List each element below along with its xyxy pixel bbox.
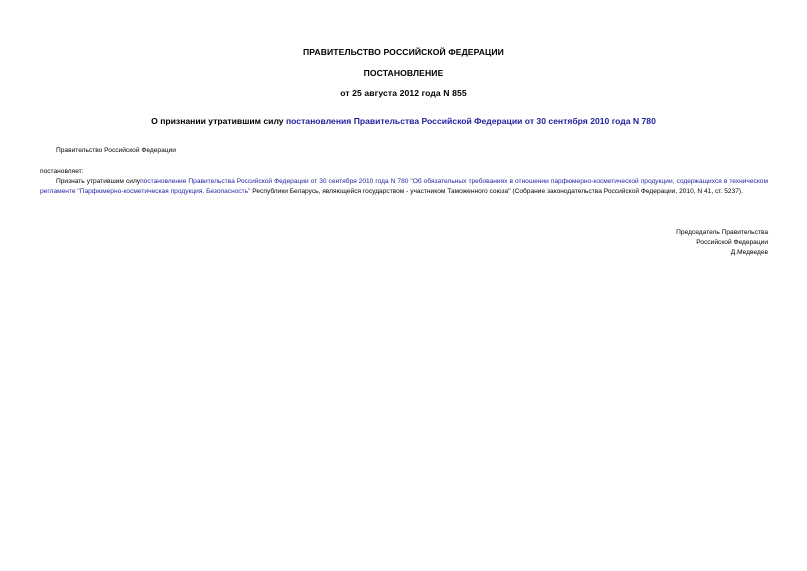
document-type-heading: ПОСТАНОВЛЕНИЕ — [363, 68, 444, 78]
document-date-number: от 25 августа 2012 года N 855 — [340, 88, 467, 98]
paragraph-suffix: Республики Беларусь, являющейся государством - участником Таможенного союза" (Собрание законодательства Российской Федерации, 2010, N 41, ст. 5237). — [250, 188, 743, 195]
government-heading: ПРАВИТЕЛЬСТВО РОССИЙСКОЙ ФЕДЕРАЦИИ — [303, 47, 504, 57]
decree-paragraph — [40, 177, 768, 197]
title-link[interactable]: постановления Правительства Российской Федерации от 30 сентября 2010 года N 780 — [285, 116, 656, 126]
signature-name: Д.Медведев — [730, 249, 768, 256]
signature-position: Председатель Правительства — [676, 229, 768, 236]
issuer-text: Правительство Российской Федерации — [56, 147, 176, 154]
paragraph-link[interactable]: постановление Правительства Российской Федерации от 30 сентября 2010 года N 780 "Об обязательных требованиях в отношении парфюмерно-косметической продукции, содержащихся в техническом регламенте "Парфюмерно-косметическая продукция. Безопасность" — [40, 178, 768, 195]
title-prefix: О признании утратившим силу — [151, 116, 286, 126]
signature-block — [676, 228, 768, 258]
document-title — [0, 116, 807, 126]
signature-organization: Российской Федерации — [696, 239, 768, 246]
decrees-text: постановляет: — [40, 168, 84, 175]
paragraph-prefix: Признать утратившим силу — [56, 178, 141, 185]
